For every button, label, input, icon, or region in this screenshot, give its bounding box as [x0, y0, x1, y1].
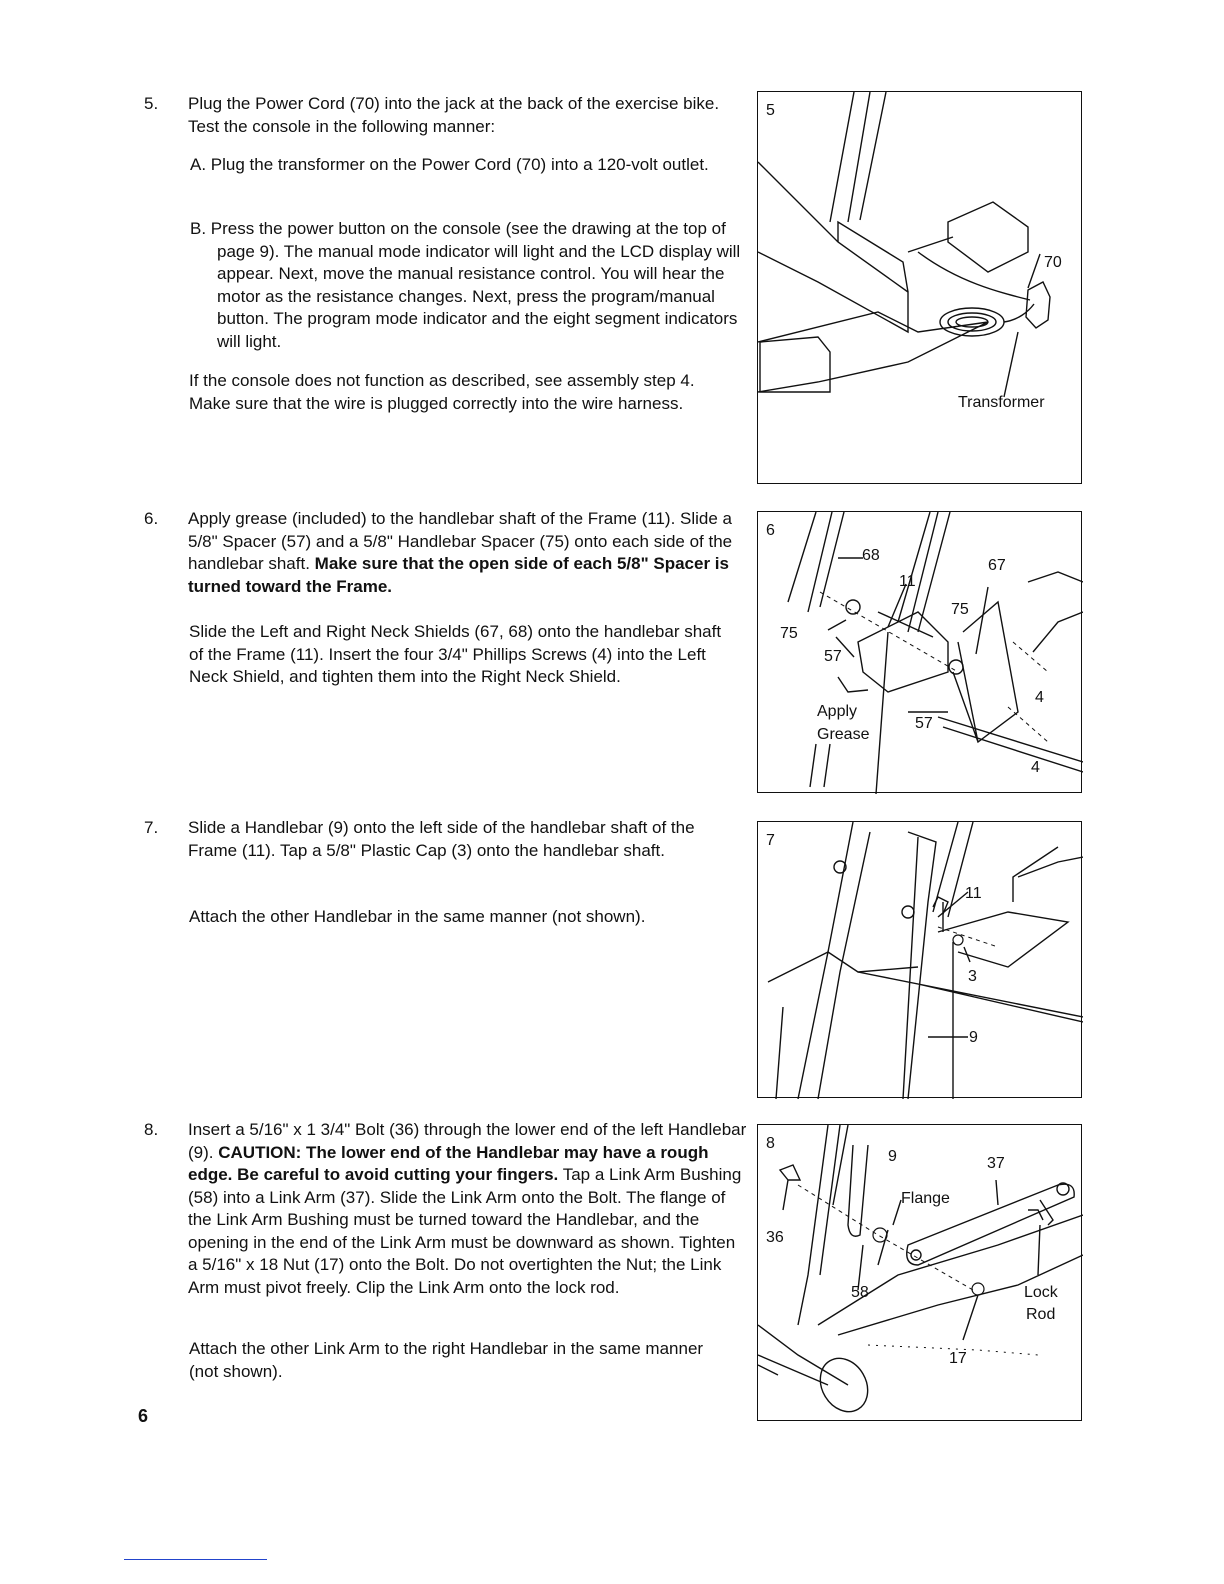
step-7-paragraph-2: Attach the other Handlebar in the same manner (not shown).	[189, 907, 646, 926]
step-5-substep-b: B. Press the power button on the console (see the drawing at the top of page 9). The manual mode indicator will light and the LCD display will appear. Next, move the manual resistance control. You will hear the motor as the resistance changes. Next, press the program/manual button. The program mode indicator and the eight segment indicators will light.	[190, 219, 741, 351]
figure-6	[757, 511, 1082, 793]
figure-7	[757, 821, 1082, 1098]
step-8-paragraph-1	[144, 1119, 748, 1299]
step-6-text: Apply grease (included) to the handlebar shaft of the Frame (11). Slide a 5/8" Spacer (57) and a 5/8" Handlebar Spacer (75) onto each side of the handlebar shaft.	[188, 509, 733, 573]
callout-11: 11	[965, 885, 982, 902]
step-5-number: 5.	[144, 94, 159, 113]
step-8-number: 8.	[144, 1120, 159, 1139]
callout-11: 11	[899, 573, 916, 590]
callout-36: 36	[766, 1229, 784, 1246]
figure-5-number: 5	[766, 102, 775, 119]
callout-57-bottom: 57	[915, 715, 933, 732]
step-6-paragraph-1	[144, 508, 748, 598]
callout-flange: Flange	[901, 1190, 950, 1207]
step-8-text-a: Insert a 5/16" x 1 3/4" Bolt (36) through the lower end of the left Handlebar (9).	[188, 1120, 747, 1162]
figure-5	[757, 91, 1082, 484]
callout-75-right: 75	[951, 601, 969, 618]
callout-transformer: Transformer	[958, 394, 1045, 411]
step-6-paragraph-2: Slide the Left and Right Neck Shields (67, 68) onto the handlebar shaft of the Frame (11). Insert the four 3/4" Phillips Screws (4) into the Left Neck Shield, and tighten them into the Right Neck Shield.	[189, 622, 722, 686]
figure-7-drawing	[758, 822, 1083, 1099]
callout-9: 9	[888, 1148, 897, 1165]
figure-8-number: 8	[766, 1135, 775, 1152]
step-5-intro	[144, 93, 748, 138]
callout-3: 3	[968, 968, 977, 985]
callout-4-top: 4	[1035, 689, 1044, 706]
page-number: 6	[138, 1406, 149, 1426]
callout-68: 68	[862, 547, 880, 564]
callout-lock: Lock	[1024, 1284, 1058, 1301]
figure-6-number: 6	[766, 522, 775, 539]
callout-grease: Grease	[817, 726, 870, 743]
step-7-paragraph-1	[144, 817, 748, 862]
step-8-caution: CAUTION: The lower end of the Handlebar may have a rough edge. Be careful to avoid cutting your fingers.	[188, 1142, 709, 1184]
step-5-substep-a: A. Plug the transformer on the Power Cord (70) into a 120-volt outlet.	[190, 155, 709, 174]
step-5-note: If the console does not function as described, see assembly step 4. Make sure that the wire is plugged correctly into the wire harness.	[189, 371, 695, 413]
callout-rod: Rod	[1026, 1306, 1056, 1323]
figure-7-number: 7	[766, 832, 775, 849]
callout-57-top: 57	[824, 648, 842, 665]
step-6-emphasis: Make sure that the open side of each 5/8" Spacer is turned toward the Frame.	[188, 554, 729, 596]
step-7-text: Slide a Handlebar (9) onto the left side of the handlebar shaft of the Frame (11). Tap a 5/8" Plastic Cap (3) onto the handlebar shaft.	[188, 818, 695, 860]
callout-75-left: 75	[780, 625, 798, 642]
callout-67: 67	[988, 557, 1006, 574]
callout-58: 58	[851, 1284, 869, 1301]
callout-4-bottom: 4	[1031, 759, 1040, 776]
footer-link-underline	[124, 1559, 267, 1560]
step-8-text-b: Tap a Link Arm Bushing (58) into a Link Arm (37). Slide the Link Arm onto the Bolt. The flange of the Link Arm Bushing must be turned toward the Handlebar, and the opening in the end of the Link Arm must be downward as shown. Tighten a 5/16" x 18 Nut (17) onto the Bolt. Do not overtighten the Nut; the Link Arm must pivot freely. Clip the Link Arm onto the lock rod.	[188, 1165, 742, 1297]
callout-9: 9	[969, 1029, 978, 1046]
step-5-intro-text: Plug the Power Cord (70) into the jack at the back of the exercise bike. Test the console in the following manner:	[188, 94, 720, 136]
figure-8	[757, 1124, 1082, 1421]
figure-5-drawing	[758, 92, 1083, 485]
callout-17: 17	[949, 1350, 967, 1367]
step-7-number: 7.	[144, 818, 159, 837]
callout-37: 37	[987, 1155, 1005, 1172]
callout-70: 70	[1044, 254, 1062, 271]
step-8-paragraph-2: Attach the other Link Arm to the right Handlebar in the same manner (not shown).	[189, 1339, 704, 1381]
figure-6-drawing	[758, 512, 1083, 794]
step-6-number: 6.	[144, 509, 159, 528]
figure-8-drawing	[758, 1125, 1083, 1422]
callout-apply: Apply	[817, 703, 858, 720]
